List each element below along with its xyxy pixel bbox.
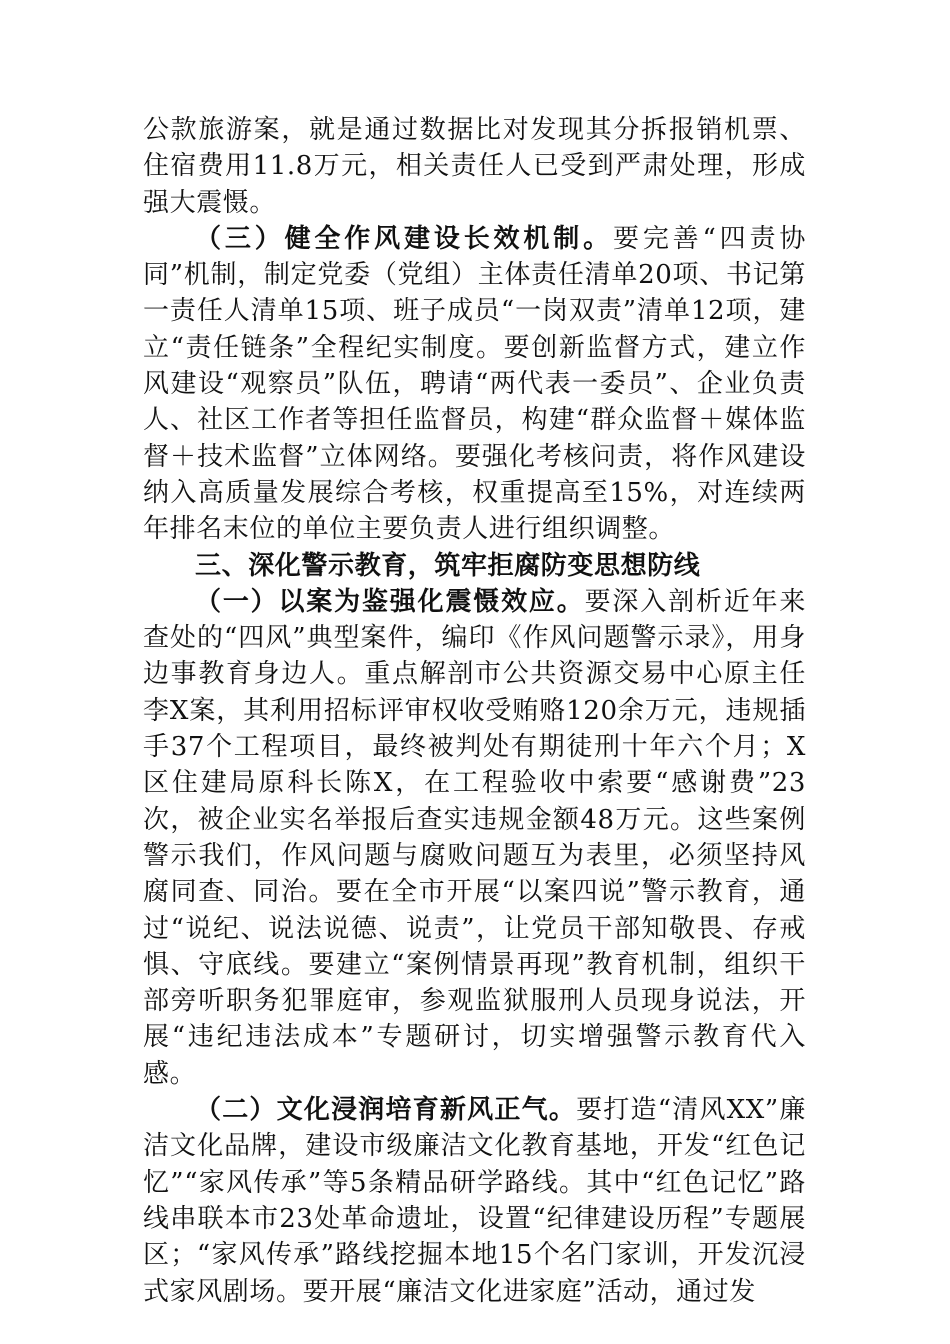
paragraph-text: 要打造“清风XX”廉洁文化品牌，建设市级廉洁文化教育基地，开发“红色记忆”“家风传承”等5条精品研学路线。其中“红色记忆”路线串联本市23处革命遗址，设置“纪律建设历程”专题展区；“家风传承”路线挖掘本地15个名门家训，开发沉浸式家风剧场。要开展“廉洁文化进家庭”活动，通过发 — [143, 1095, 806, 1307]
paragraph-case-continuation: 公款旅游案，就是通过数据比对发现其分拆报销机票、住宿费用11.8万元，相关责任人已受到严肃处理，形成强大震慑。 — [143, 115, 806, 218]
paragraph-text: 要深入剖析近年来查处的“四风”典型案件，编印《作风问题警示录》，用身边事教育身边人。重点解剖市公共资源交易中心原主任李X案，其利用招标评审权收受贿赂120余万元，违规插手37个工程项目，最终被判处有期徒刑十年六个月；X区住建局原科长陈X，在工程验收中索要“感谢费”23次，被企业实名举报后查实违规金额48万元。这些案例警示我们，作风问题与腐败问题互为表里，必须坚持风腐同查、同治。要在全市开展“以案四说”警示教育，通过“说纪、说法说德、说责”，让党员干部知敬畏、存戒惧、守底线。要建立“案例情景再现”教育机制，组织干部旁听职务犯罪庭审，参观监狱服刑人员现身说法，开展“违纪违法成本”专题研讨，切实增强警示教育代入感。 — [143, 586, 806, 1089]
section-heading-three: 三、深化警示教育，筑牢拒腐防变思想防线 — [195, 550, 701, 581]
paragraph-lead: （二）文化浸润培育新风正气。 — [195, 1095, 577, 1126]
paragraph-long-term-mechanism — [143, 221, 806, 548]
paragraph-text: 要完善“四责协同”机制，制定党委（党组）主体责任清单20项、书记第一责任人清单15项、班子成员“一岗双责”清单12项，建立“责任链条”全程纪实制度。要创新监督方式，建立作风建设“观察员”队伍，聘请“两代表一委员”、企业负责人、社区工作者等担任监督员，构建“群众监督＋媒体监督＋技术监督”立体网络。要强化考核问责，将作风建设纳入高质量发展综合考核，权重提高至15%，对连续两年排名末位的单位主要负责人进行组织调整。 — [143, 223, 806, 545]
paragraph-case-warning — [143, 584, 806, 1092]
document-body — [143, 112, 806, 1310]
paragraph-lead: （一）以案为鉴强化震慑效应。 — [195, 586, 585, 617]
paragraph-culture — [143, 1092, 806, 1310]
paragraph-lead: （三）健全作风建设长效机制。 — [195, 223, 613, 254]
